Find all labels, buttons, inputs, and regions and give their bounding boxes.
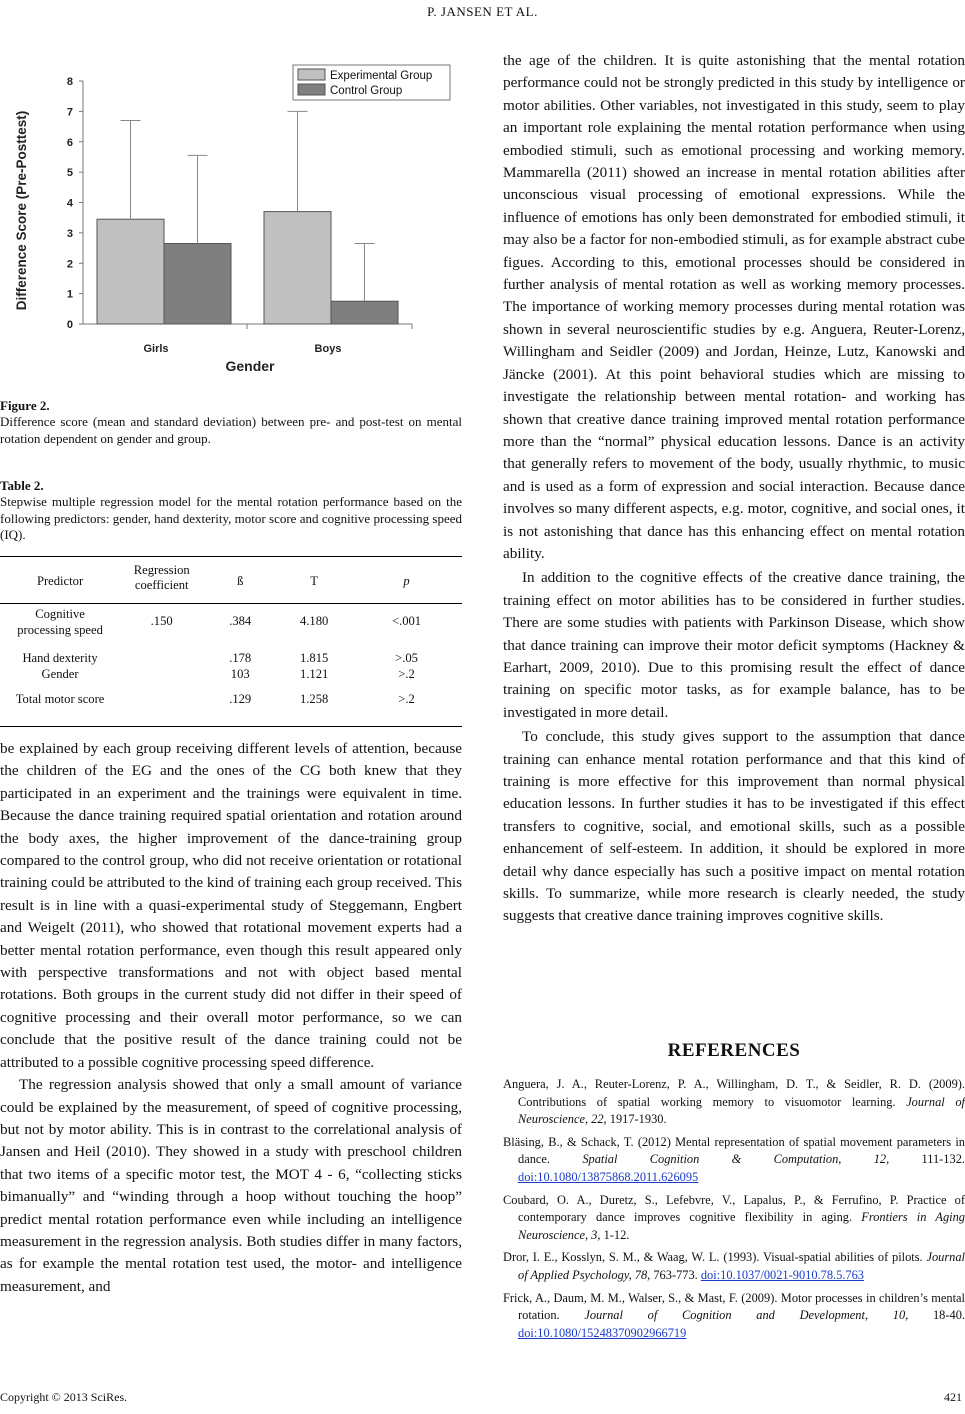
table-label: Table 2. (0, 478, 44, 493)
cell-t: 1.815 1.121 (299, 651, 329, 681)
doi-link[interactable]: doi:10.1080/13875868.2011.626095 (518, 1169, 699, 1184)
paragraph: be explained by each group receiving different levels of attention, because the children of the EG and the ones of the CG both knew that they participated in an experiment and the trainings were equivalent in time. Because the dance training required spatial orientation and rotation around the body axes, the higher improvement of the dance-training group compared to the control group, who did not receive orientation or rotational training could be attributed to the kind of training each group received. This result is in line with a quasi-experimental study of Steggemann, Engbert and Weigelt (2011), who showed that rotational movement experts had a better mental rotation performance, even though this result appeared only with perspective transformations and not with object based mental rotations. Both groups in the current study did not differ in their speed of cognitive processing and their overall motor performance, so we can conclude that the positive result of the dance training could not be attributed to a possible cognitive processing speed difference. (0, 740, 462, 1071)
reference-journal: Journal of Applied Psychology, 78, (518, 1250, 965, 1282)
x-category-label: Girls (143, 343, 169, 355)
header-regression: Regression coefficient (133, 563, 190, 592)
reference-text: Bläsing, B., & Schack, T. (2012) Mental representation of spatial movement parameters in dance. (503, 1134, 965, 1167)
bar (164, 244, 231, 324)
reference-journal: Journal of Cognition and Development, 10, (584, 1308, 909, 1323)
reference-text: Anguera, J. A., Reuter-Lorenz, P. A., Willingham, D. T., & Seidler, R. D. (2009). Contributions of spatial working memory to visuomotor learning. (503, 1077, 965, 1109)
copyright: Copyright © 2013 SciRes. (0, 1390, 128, 1404)
cell-beta: .178 103 (229, 651, 252, 681)
reference-item (503, 1249, 965, 1284)
reference-journal: Frontiers in Aging Neuroscience, 3, (518, 1210, 965, 1242)
references-list (503, 1076, 965, 1347)
cell-beta: .384 (229, 614, 252, 628)
reference-item (503, 1290, 965, 1343)
cell-coef (120, 692, 203, 722)
bar (97, 219, 164, 324)
legend-label: Experimental Group (330, 70, 433, 82)
table-row (0, 606, 462, 650)
doi-link[interactable]: doi:10.1037/0021-9010.78.5.763 (700, 1267, 865, 1282)
reference-text: Frick, A., Daum, M. M., Walser, S., & Mast, F. (2009). Motor processes in children’s mental rotation. (503, 1290, 965, 1323)
reference-item (503, 1192, 965, 1245)
reference-tail: 111-132. (889, 1152, 965, 1167)
reference-text: Dror, I. E., Kosslyn, S. M., & Waag, W. L. (1993). Visual-spatial abilities of pilots. (503, 1250, 927, 1265)
paragraph: To conclude, this study gives support to the assumption that dance training can enhance mental rotation performance and that this kind of training is more effective for this improvement than normal physical education lessons. In further studies it has to be investigated if this effect transfers to cognitive, social, and emotional skills, such as a possible enhancement of self-esteem. In addition, it should be explored in more detail why dance especially has such a positive impact on mental rotation skills. To summarize, while more research is clearly needed, the study suggests that creative dance training improves cognitive skills. (503, 728, 965, 925)
y-tick-label: 8 (66, 76, 73, 88)
cell-p: >.2 (398, 692, 415, 706)
reference-text: Coubard, O. A., Duretz, S., Lefebvre, V., Lapalus, P., & Ferrufino, P. Practice of contemporary dance improves cognitive flexibility in aging. (503, 1192, 965, 1225)
cell-coef: .150 (150, 614, 173, 628)
y-tick-label: 0 (66, 319, 73, 331)
paragraph: the age of the children. It is quite astonishing that the mental rotation performance could not be strongly predicted in this study by intelligence or motor abilities. Other variables, not investigated in this study, seem to play an important role explaining the mental rotation performance when using embodied stimuli, such as emotional processing and working memory. Mammarella (2011) showed an increase in mental rotation abilities after unconscious visual processing of emotional expressions. While the influence of emotions has only been demonstrated for embodied stimuli, it may also be a factor for non-embodied stimuli, as for example abstract cube figues. According to this, emotional processes should be considered in further analysis of mental rotation as well as working memory processes. The importance of working memory processes during mental rotation was shown in several neuroscientific studies by e.g. Anguera, Reuter-Lorenz, Willingham and Seidler (2009) and Jordan, Heinze, Lutz, Kanowski and Jäncke (2001). At this point behavioral studies which are missing to investigate the relationship between mental rotation- and working has shown that creative dance training improved mental rotation performance more than the “normal” physical education lessons. Dance is an activity that generally refers to movement of the body, usually rhythmic, to music and is used as a form of expression and social interaction. Because dance involves so many different aspects, e.g. motor, cognitive, and social ones, it is not astonishing that dance has this enhancing effect on mental rotation ability. (503, 52, 965, 562)
reference-tail: 1917-1930. (606, 1112, 667, 1127)
bar (331, 301, 398, 324)
running-head: P. JANSEN ET AL. (427, 4, 538, 19)
paragraph: In addition to the cognitive effects of the creative dance training, the training effect on motor abilities has to be considered in further studies. There are some studies with patients with Parkinson Disease, which show that dance training can improve their motor deficit symptoms (Hackney & Earhart, 2009, 2010). Due to this promising result the effect of dance training on specific motor tasks, as for example balance, has to be investigated in more detail. (503, 569, 965, 721)
table-caption (0, 478, 462, 544)
header-p: p (403, 573, 410, 588)
reference-tail: 763-773. (650, 1267, 701, 1282)
y-tick-label: 5 (66, 167, 73, 180)
cell-beta: .129 (229, 692, 252, 706)
header-t: T (310, 573, 318, 588)
reference-journal: Spatial Cognition & Computation, 12, (582, 1152, 890, 1167)
reference-journal: Journal of Neuroscience, 22, (518, 1094, 965, 1127)
figure-caption (0, 398, 462, 447)
reference-item (503, 1134, 965, 1187)
left-column-text (0, 738, 462, 1298)
page-number: 421 (944, 1390, 962, 1404)
right-column-text (503, 50, 965, 928)
table-row (0, 650, 462, 692)
y-tick-label: 4 (66, 197, 73, 210)
cell-coef (120, 650, 203, 692)
figure-caption-text: Difference score (mean and standard deviation) between pre- and post-test on mental rotation dependent on gender and group. (0, 414, 462, 446)
x-category-label: Boys (314, 343, 342, 355)
header-beta: ß (237, 573, 244, 588)
reference-tail: 1-12. (600, 1227, 630, 1242)
cell-t: 4.180 (299, 614, 329, 628)
y-tick-label: 1 (66, 288, 73, 301)
cell-p: >.05 >.2 (395, 651, 418, 681)
y-axis-title: Difference Score (Pre-Posttest) (14, 110, 29, 311)
legend-swatch (298, 69, 325, 80)
cell-predictor: Total motor score (15, 692, 105, 706)
header-predictor: Predictor (36, 573, 84, 588)
y-tick-label: 2 (66, 258, 73, 271)
bar-chart (0, 50, 470, 385)
doi-link[interactable]: doi:10.1080/15248370902966719 (518, 1325, 687, 1340)
y-tick-label: 6 (66, 136, 73, 149)
cell-predictor: Cognitive processing speed (17, 607, 103, 637)
y-tick-label: 3 (66, 227, 73, 240)
reference-tail: 18-40. (908, 1308, 965, 1323)
cell-t: 1.258 (299, 692, 329, 706)
table-caption-text: Stepwise multiple regression model for the mental rotation performance based on the following predictors: gender, hand dexterity, motor score and cognitive processing speed (IQ). (0, 494, 462, 543)
bar (264, 212, 331, 324)
table-row (0, 692, 462, 722)
references-heading: REFERENCES (667, 1040, 801, 1061)
reference-item (503, 1076, 965, 1129)
legend-label: Control Group (330, 85, 403, 97)
regression-table (0, 556, 462, 727)
cell-p: <.001 (391, 614, 422, 628)
legend-swatch (298, 84, 325, 95)
cell-predictor: Hand dexterity Gender (22, 651, 98, 681)
x-axis-title: Gender (225, 358, 275, 374)
paragraph: The regression analysis showed that only a small amount of variance could be explained by the measurement, of speed of cognitive processing, but not by motor ability. This is in contrast to the correlational analysis of Jansen and Heil (2010). They showed in a study with preschool children that two items of a specific motor test, the MOT 4 - 6, “collecting sticks bimanually” and “winding through a hoop without touching the hoop” predict mental rotation performance even while including an intelligence measurement in the regression analysis. Both studies differ in many factors, as for example the mental rotation test used, the motor- and intelligence measurement, and (0, 1076, 462, 1295)
figure-label: Figure 2. (0, 398, 50, 413)
y-tick-label: 7 (66, 106, 73, 119)
